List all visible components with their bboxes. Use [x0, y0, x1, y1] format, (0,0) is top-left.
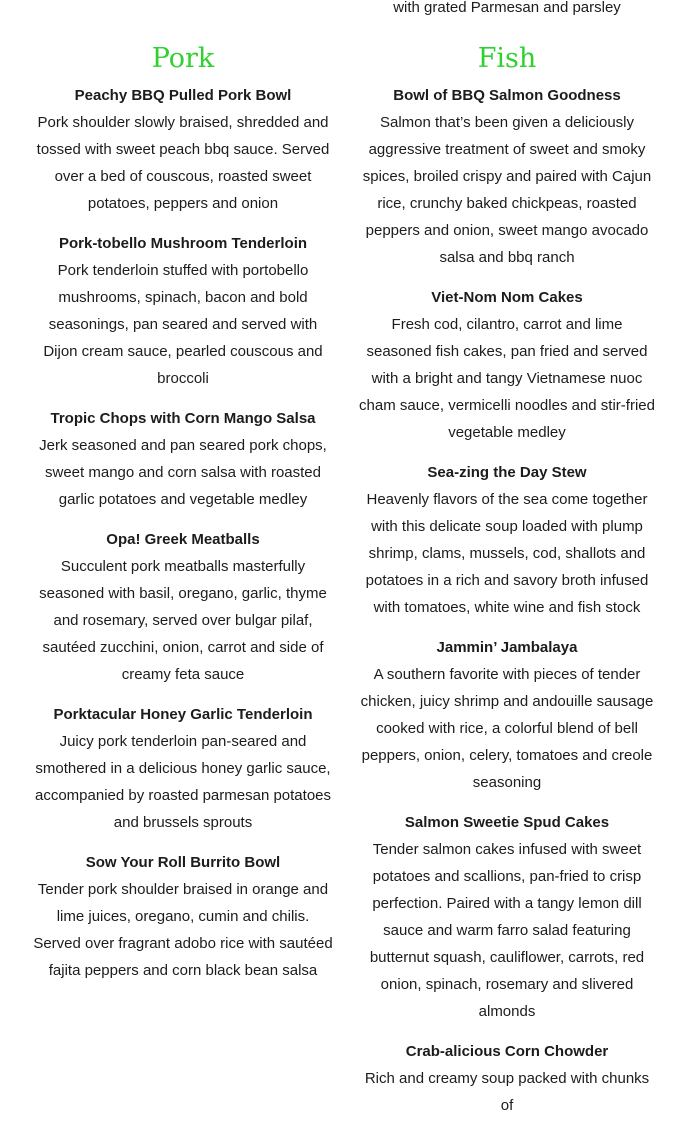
menu-item-description: Succulent pork meatballs masterfully seasoned with basil, oregano, garlic, thyme and rosemary, served over bulgar pilaf, sautéed zucchini, onion, carrot and side of creamy feta sauce: [39, 558, 327, 683]
menu-item: [357, 1040, 657, 1119]
menu-item: [357, 84, 657, 271]
menu-item: [33, 528, 333, 688]
menu-item-description: Juicy pork tenderloin pan-seared and smothered in a delicious honey garlic sauce, accompanied by roasted parmesan potatoes and brussels sprouts: [34, 733, 331, 831]
menu-item-description: Jerk seasoned and pan seared pork chops, sweet mango and corn salsa with roasted garlic potatoes and vegetable medley: [39, 437, 327, 508]
menu-item: [357, 461, 657, 621]
menu-item-name: Jammin’ Jambalaya: [436, 639, 578, 656]
menu-item: [357, 636, 657, 796]
menu-item-name: Salmon Sweetie Spud Cakes: [404, 814, 610, 831]
previous-item-description-fragment: with grated Parmesan and parsley: [393, 0, 621, 16]
menu-item-description: A southern favorite with pieces of tender chicken, juicy shrimp and andouille sausage cooked with rice, a colorful blend of bell peppers, onion, celery, tomatoes and creole seasoning: [360, 666, 654, 791]
pork-section: [33, 42, 333, 999]
menu-item-name: Bowl of BBQ Salmon Goodness: [393, 87, 621, 104]
menu-item: [357, 811, 657, 1025]
menu-item-description: Tender salmon cakes infused with sweet potatoes and scallions, pan-fried to crisp perfection. Paired with a tangy lemon dill sauce and warm farro salad featuring butternut squash, cauliflower, carrots, red onion, spinach, rosemary and slivered almonds: [369, 841, 645, 1020]
menu-item-description: Rich and creamy soup packed with chunks of: [364, 1070, 650, 1114]
menu-item-description: Fresh cod, cilantro, carrot and lime seasoned fish cakes, pan fried and served with a bright and tangy Vietnamese nuoc cham sauce, vermicelli noodles and stir-fried vegetable medley: [359, 316, 655, 441]
menu-item-description: Pork shoulder slowly braised, shredded and tossed with sweet peach bbq sauce. Served over a bed of couscous, roasted sweet potatoes, peppers and onion: [36, 114, 330, 212]
menu-item-description: Salmon that’s been given a deliciously aggressive treatment of sweet and smoky spices, broiled crispy and paired with Cajun rice, crunchy baked chickpeas, roasted peppers and onion, sweet mango avocado salsa and bbq ranch: [362, 114, 652, 266]
fish-section: [357, 42, 657, 1134]
menu-item-name: Opa! Greek Meatballs: [106, 531, 260, 548]
menu-item: [357, 286, 657, 446]
menu-item-name: Sow Your Roll Burrito Bowl: [85, 854, 281, 871]
section-title-fish: Fish: [477, 43, 537, 74]
menu-item: [33, 84, 333, 217]
menu-item-description: Heavenly flavors of the sea come together with this delicate soup loaded with plump shrimp, clams, mussels, cod, shallots and potatoes in a rich and savory broth infused with tomatoes, white wine and fish stock: [365, 491, 649, 616]
menu-item-name: Crab-alicious Corn Chowder: [405, 1043, 609, 1060]
section-title-pork: Pork: [151, 43, 215, 74]
menu-item: [33, 407, 333, 513]
menu-item-name: Pork-tobello Mushroom Tenderloin: [58, 235, 308, 252]
menu-item-name: Peachy BBQ Pulled Pork Bowl: [74, 87, 292, 104]
menu-item-name: Sea-zing the Day Stew: [427, 464, 587, 481]
menu-item-name: Porktacular Honey Garlic Tenderloin: [53, 706, 313, 723]
menu-item: [33, 232, 333, 392]
menu-item: [33, 851, 333, 984]
menu-item-description: Pork tenderloin stuffed with portobello mushrooms, spinach, bacon and bold seasonings, pan seared and served with Dijon cream sauce, pearled couscous and broccoli: [43, 262, 323, 387]
menu-item-description: Tender pork shoulder braised in orange and lime juices, oregano, cumin and chilis. Served over fragrant adobo rice with sautéed fajita peppers and corn black bean salsa: [33, 881, 333, 979]
menu-item-name: Viet-Nom Nom Cakes: [431, 289, 583, 306]
menu-item: [33, 703, 333, 836]
menu-item-name: Tropic Chops with Corn Mango Salsa: [50, 410, 316, 427]
